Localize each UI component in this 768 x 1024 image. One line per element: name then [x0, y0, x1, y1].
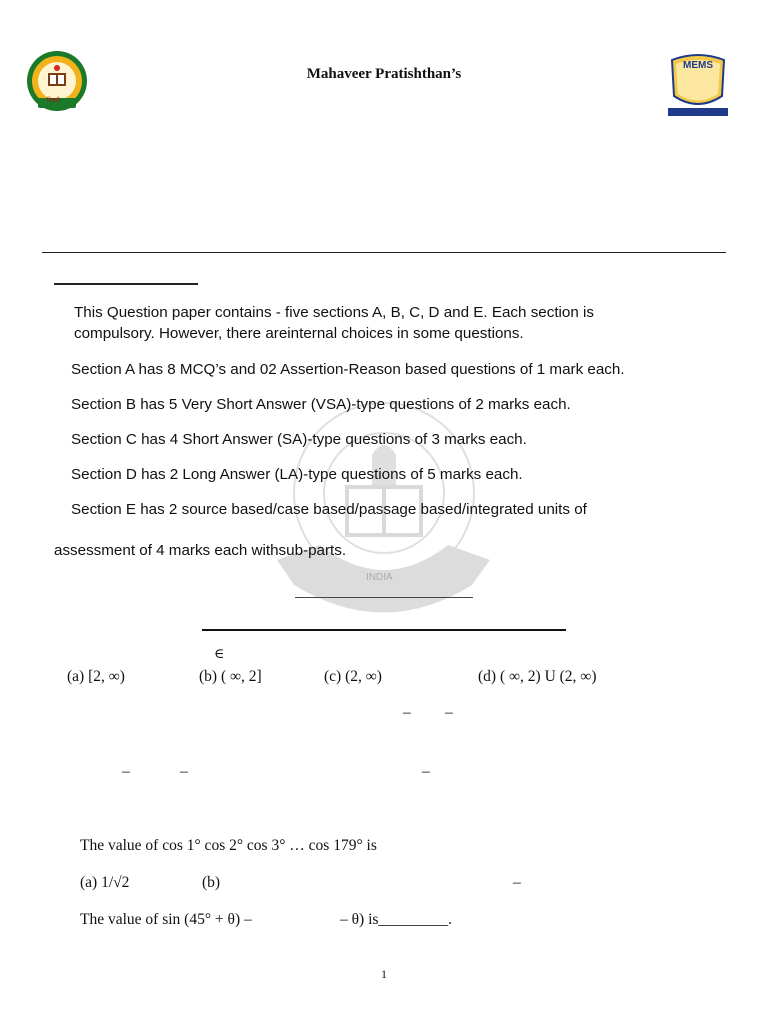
cos-question-text: The value of cos 1° cos 2° cos 3° … cos 179° is [80, 837, 377, 854]
instruction-line-6: Section D has 2 Long Answer (LA)-type questions of 5 marks each. [71, 466, 523, 483]
q1-option-a: (a) [2, ∞) [67, 668, 125, 685]
page-number: 1 [381, 967, 387, 981]
dash-fragment: – [180, 763, 188, 780]
element-of-symbol: ∈ [214, 647, 225, 662]
q1-option-b: (b) ( ∞, 2] [199, 668, 262, 685]
kvs-logo-text: दिल्ली [47, 98, 61, 104]
dash-fragment: – [422, 763, 430, 780]
section-divider [202, 629, 566, 631]
instruction-line-8: assessment of 4 marks each withsub-parts. [54, 542, 347, 559]
q1-option-d: (d) ( ∞, 2) U (2, ∞) [478, 668, 597, 685]
watermark-underline [295, 597, 473, 598]
cos-option-b: (b) [202, 874, 221, 891]
instructions-heading-underline [54, 283, 198, 285]
dash-fragment: – [122, 763, 130, 780]
instruction-line-3: Section A has 8 MCQ’s and 02 Assertion-Reason based questions of 1 mark each. [71, 361, 625, 378]
sin-question-part1: The value of sin (45° + θ) – [80, 911, 252, 928]
q1-option-c: (c) (2, ∞) [324, 668, 382, 685]
dash-fragment: – [445, 704, 453, 721]
sin-question-part2: – θ) is_________. [340, 911, 453, 928]
kvs-emblem-logo [26, 48, 88, 118]
page-title: Mahaveer Pratishthan’s [306, 66, 462, 82]
instruction-line-5: Section C has 4 Short Answer (SA)-type questions of 3 marks each. [71, 431, 527, 448]
instruction-line-2: compulsory. However, there areinternal choices in some questions. [74, 325, 524, 342]
mems-logo-text: MEMS [683, 60, 713, 71]
watermark-text: INDIA [366, 572, 393, 583]
instruction-line-1: This Question paper contains - five sections A, B, C, D and E. Each section is [74, 304, 595, 321]
cos-option-a: (a) 1/√2 [80, 874, 130, 891]
dash-fragment: – [513, 874, 521, 891]
instruction-line-7: Section E has 2 source based/case based/passage based/integrated units of [71, 501, 587, 518]
instruction-line-4: Section B has 5 Very Short Answer (VSA)-type questions of 2 marks each. [71, 396, 571, 413]
header-divider [42, 252, 726, 253]
dash-fragment: – [403, 704, 411, 721]
